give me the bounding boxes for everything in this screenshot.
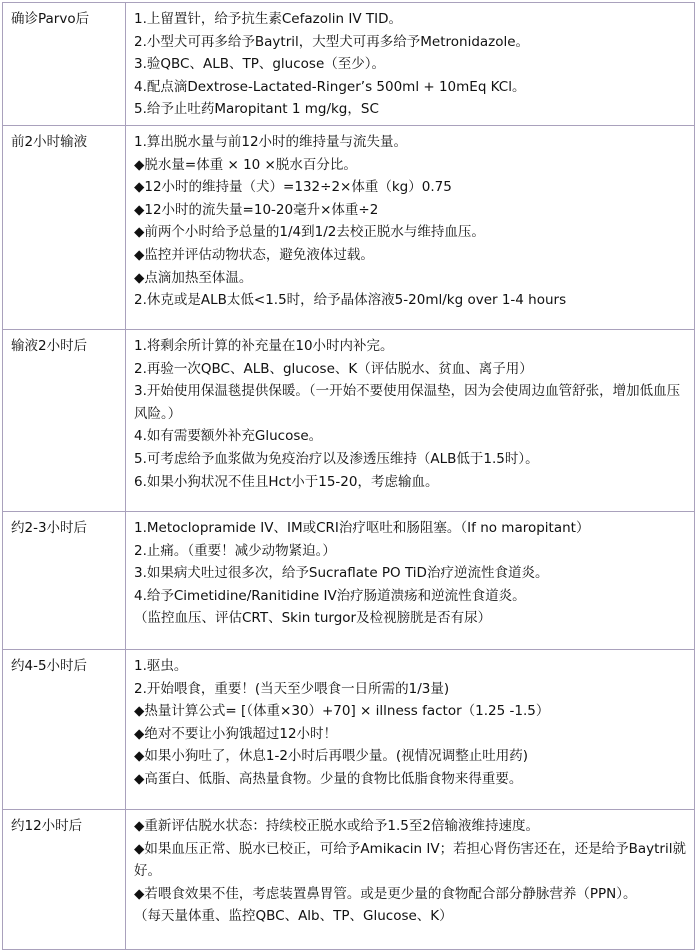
instructions-cell [126,809,695,949]
instruction-line: （监控血压、评估CRT、Skin turgor及检视膀胱是否有尿） [134,610,492,627]
instruction-line: 4.如有需要额外补充Glucose。 [134,428,323,445]
instruction-line: ◆12小时的维持量（犬）=132÷2×体重（kg）0.75 [134,179,452,196]
instruction-line: 3.如果病犬吐过很多次，给予Sucraflate PO TiD治疗逆流性食道炎。 [134,565,549,582]
instruction-line: 3.验QBC、ALB、TP、glucose（至少）。 [134,56,386,73]
table-row [3,125,695,329]
stage-cell: 前2小时输液 [3,125,126,329]
instruction-line: 5.给予止吐药Maropitant 1 mg/kg，SC [134,101,379,118]
instruction-line: 1.驱虫。 [134,657,188,674]
instruction-line: （每天量体重、监控QBC、Alb、TP、Glucose、K） [134,908,453,925]
instruction-line: ◆点滴加热至体温。 [134,269,253,286]
instruction-line: ◆高蛋白、低脂、高热量食物。少量的食物比低脂食物来得重要。 [134,770,523,787]
instruction-line: 3.开始使用保温毯提供保暖。（一开始不要使用保温垫，因为会使周边血管舒张，增加低血压风险。） [134,383,681,422]
instruction-line: ◆热量计算公式= [（体重×30）+70] × illness factor（1.25 -1.5） [134,703,550,720]
instruction-line: ◆若喂食效果不佳，考虑装置鼻胃管。或是更少量的食物配合部分静脉营养（PPN）。 [134,885,637,902]
table-row [3,329,695,511]
instruction-line: 1.上留置针，给予抗生素Cefazolin IV TID。 [134,11,402,27]
parvo-treatment-table [2,2,695,950]
table-row [3,809,695,949]
instruction-line: 2.开始喂食，重要！(当天至少喂食一日所需的1/3量) [134,680,450,697]
stage-cell: 约2-3小时后 [3,511,126,649]
instruction-line: 2.止痛。（重要！减少动物紧迫。） [134,542,336,559]
instruction-line: 5.可考虑给予血浆做为免疫治疗以及渗透压维持（ALB低于1.5时）。 [134,450,539,467]
instructions-cell [126,125,695,329]
stage-cell: 约4-5小时后 [3,649,126,809]
instruction-line: 1.将剩余所计算的补充量在10小时内补完。 [134,337,394,354]
stage-cell: 确诊Parvo后 [3,3,126,126]
instruction-line: 2.再验一次QBC、ALB、glucose、K（评估脱水、贫血、离子用） [134,360,533,377]
instruction-line: ◆监控并评估动物状态，避免液体过载。 [134,246,374,263]
instruction-line: 4.配点滴Dextrose-Lactated-Ringer’s 500ml + 10mEq KCl。 [134,78,526,95]
instruction-line: ◆如果血压正常、脱水已校正，可给予Amikacin IV；若担心肾伤害还在，还是给予Baytril就好。 [134,840,686,880]
instruction-line: 2.休克或是ALB太低<1.5时，给予晶体溶液5-20ml/kg over 1-4 hours [134,292,567,309]
stage-cell: 约12小时后 [3,809,126,949]
table-row [3,3,695,126]
instruction-line: 4.给予Cimetidine/Ranitidine IV治疗肠道溃疡和逆流性食道炎。 [134,587,526,604]
instruction-line: ◆12小时的流失量=10-20毫升×体重÷2 [134,201,379,218]
instructions-cell [126,649,695,809]
instructions-cell [126,329,695,511]
instruction-line: ◆脱水量=体重 × 10 ×脱水百分比。 [134,156,357,173]
instruction-line: 2.小型犬可再多给予Baytril，大型犬可再多给予Metronidazole。 [134,33,530,50]
instruction-line: ◆绝对不要让小狗饿超过12小时！ [134,725,338,742]
instruction-line: ◆前两个小时给予总量的1/4到1/2去校正脱水与维持血压。 [134,224,485,241]
instruction-line: ◆如果小狗吐了，休息1-2小时后再喂少量。(视情况调整止吐用药) [134,748,528,765]
table-row [3,649,695,809]
instructions-cell [126,511,695,649]
instruction-line: 6.如果小狗状况不佳且Hct小于15-20，考虑输血。 [134,473,439,490]
instruction-line: ◆重新评估脱水状态：持续校正脱水或给予1.5至2倍输液维持速度。 [134,817,539,834]
instruction-line: 1.Metoclopramide IV、IM或CRI治疗呕吐和肠阻塞。（If no maropitant） [134,519,590,536]
instructions-cell [126,3,695,126]
stage-cell: 输液2小时后 [3,329,126,511]
table-row [3,511,695,649]
instruction-line: 1.算出脱水量与前12小时的维持量与流失量。 [134,133,408,150]
